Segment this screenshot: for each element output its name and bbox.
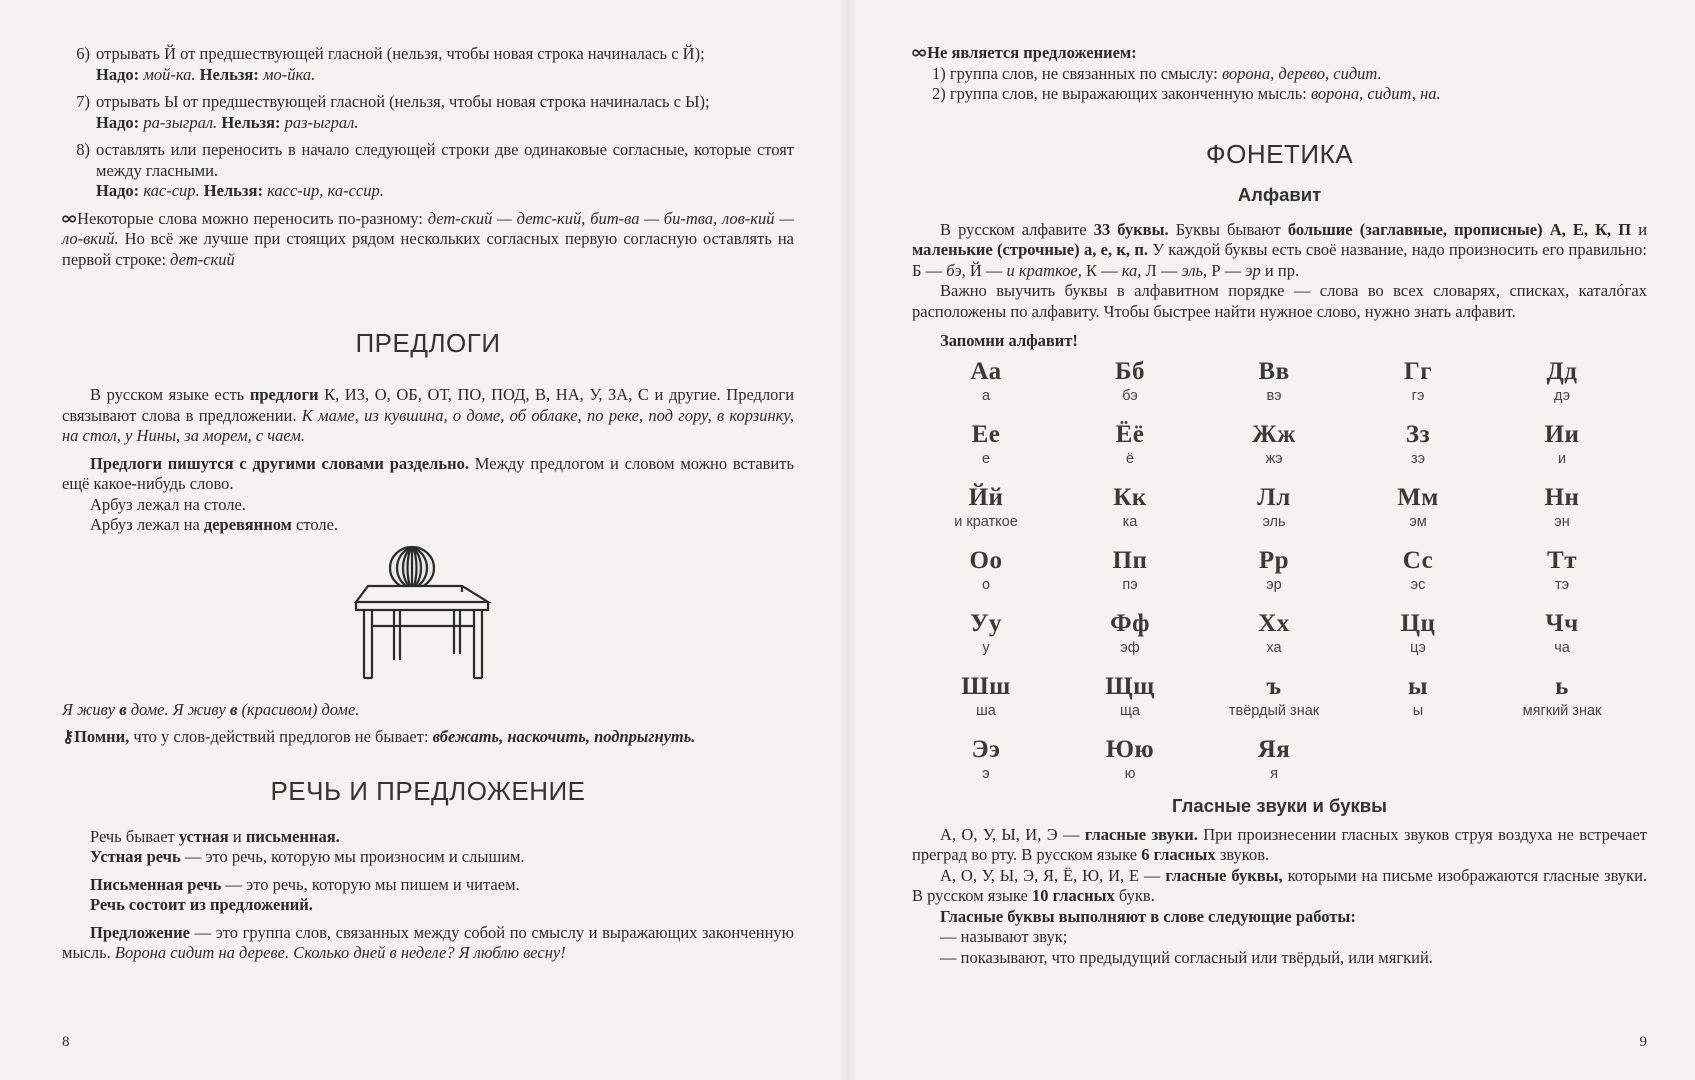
letter-name: ы [1412,702,1424,719]
rule-bad: раз-ыграл. [284,112,359,132]
alphabet-order-note: Важно выучить буквы в алфавитном порядке — слова во всех словарях, списках, каталóгах расположены по алфавиту. Чтобы быстрее найти нужное слово, нужно знать алфавит. [912,281,1647,321]
rule-examples [96,181,794,202]
prepositions-heading: ПРЕДЛОГИ [355,328,501,358]
alphabet-letter [1346,547,1490,610]
remember-alphabet: Запомни алфавит! [940,331,1078,350]
alphabet-letter [1490,547,1634,610]
letter-glyph: Уу [970,609,1002,637]
not-sentence-item-1: 1) группа слов, не связанных по смыслу: ворона, дерево, сидит. [932,63,1382,83]
rule-bad-label: Нельзя: [203,181,263,200]
letter-name: мягкий знак [1522,702,1602,719]
alphabet-letter [1490,484,1634,547]
letter-glyph: ы [1407,672,1429,700]
alphabet-letter [1490,421,1634,484]
letter-glyph: Щщ [1105,672,1155,700]
alphabet-subheading: Алфавит [1237,183,1322,205]
alphabet-letter [1058,673,1202,736]
letter-glyph: Аа [970,357,1002,385]
letter-glyph: Ее [971,420,1001,448]
speech-line-2: Устная речь — это речь, которую мы произносим и слышим. [90,847,525,866]
letter-name: пэ [1122,576,1138,593]
letter-name: эн [1554,513,1570,530]
rule-text: отрывать Й от предшествующей гласной (нельзя, чтобы новая строка начиналась с Й); [96,44,705,63]
hyphen-note: ∞Некоторые слова можно переносить по-разному: дет-ский — детс-кий, бит-ва — би-тва, лов-кий — ло-вкий. Но всё же лучше при стоящих рядом нескольких согласных первую согласную оставлять на первой строке: дет-ский [60,208,795,269]
alphabet-letter [914,421,1058,484]
rule-text: отрывать Ы от предшествующей гласной (нельзя, чтобы новая строка начиналась с Ы); [96,92,710,111]
rule-ok-label: Надо: [96,112,140,132]
alphabet-letter [1058,421,1202,484]
key-icon: ⚷ [62,727,75,746]
alphabet-letter [1058,484,1202,547]
rule-ok-label: Надо: [96,181,140,200]
speech-heading: РЕЧЬ И ПРЕДЛОЖЕНИЕ [270,775,586,806]
rule-ok: кас-сир. [143,181,200,200]
right-page [848,0,1695,1080]
letter-name: эс [1410,576,1426,593]
letter-name: эф [1120,639,1140,656]
rule-body [96,140,794,202]
alphabet-grid [914,358,1634,799]
letter-name: тэ [1554,576,1570,593]
rule-number: 7) [76,92,90,111]
letter-name: э [982,765,990,782]
alphabet-letter [1058,610,1202,673]
letter-glyph: Ёё [1115,420,1145,448]
alphabet-letter [1490,358,1634,421]
letter-name: и [1557,450,1567,467]
not-sentence-item-2: 2) группа слов, не выражающих законченную мысль: ворона, сидит, на. [932,84,1441,103]
letter-glyph: Сс [1402,546,1434,574]
vowels-para-2: А, О, У, Ы, Э, Я, Ё, Ю, И, Е — гласные буквы, которыми на письме изображаются гласные звуки. В русском языке 10 гласных букв. [912,865,1648,905]
rule-number: 8) [76,140,90,159]
alphabet-letter [1202,673,1346,736]
letter-name: ю [1124,765,1136,782]
alphabet-letter [914,673,1058,736]
rule-ok-label: Надо: [96,64,140,84]
not-sentence-title: ∞Не является предложением: [910,43,1137,63]
rule-examples [96,65,794,86]
letter-glyph: ь [1555,672,1569,700]
letter-name: эр [1266,576,1282,593]
letter-name: твёрдый знак [1228,702,1320,719]
letter-glyph: Ээ [971,735,1001,763]
letter-glyph: Оо [969,546,1003,574]
letter-glyph: Бб [1114,357,1146,385]
letter-glyph: ъ [1266,672,1282,700]
vowels-para-3: Гласные буквы выполняют в слове следующие работы: [940,906,1356,926]
letter-name: дэ [1553,387,1571,404]
rule-text: оставлять или переносить в начало следующей строки две одинаковые согласные, которые стоят между гласными. [96,140,794,180]
alphabet-letter [1202,421,1346,484]
rule-item [62,92,794,133]
house-example: Я живу в доме. Я живу в (красивом) доме. [62,699,360,719]
letter-glyph: Жж [1252,420,1296,448]
letter-name: у [982,639,990,656]
letter-name: я [1270,765,1278,782]
letter-name: гэ [1411,387,1425,404]
letter-glyph: Яя [1257,735,1291,763]
alphabet-letter [1058,736,1202,799]
infinity-icon: ∞ [60,208,78,229]
table-illustration [350,544,510,684]
letter-name: а [981,387,991,404]
alphabet-letter [914,547,1058,610]
rule-ok: ра-зыграл. [143,112,218,132]
letter-glyph: Гг [1403,357,1433,385]
rule-ok: мой-ка. [143,64,196,84]
alphabet-letter [1346,673,1490,736]
vowels-para-1: А, О, У, Ы, И, Э — гласные звуки. При произнесении гласных звуков струя воздуха не встречает преград во рту. В русском языке 6 гласных звуков. [912,824,1647,864]
remember-note: ⚷Помни, что у слов-действий предлогов не бывает: вбежать, наскочить, подпрыгнуть. [62,727,696,746]
alphabet-letter [1058,358,1202,421]
letter-glyph: Вв [1258,357,1290,385]
alphabet-intro: В русском алфавите 33 буквы. Буквы бывают большие (заглавные, прописные) А, Е, К, П и маленькие (строчные) а, е, к, п. У каждой буквы есть своё название, надо произносить его правильно: Б — бэ, Й — и краткое, К — ка, Л — эль, Р — эр и пр. [912,219,1648,280]
rule-bad-label: Нельзя: [221,112,281,132]
vowels-dash-2: — показывают, что предыдущий согласный или твёрдый, или мягкий. [940,947,1433,967]
rule-body [96,92,794,133]
rule-number: 6) [76,44,90,63]
page-number-right: 9 [1639,1034,1647,1050]
prepositions-intro: В русском языке есть предлоги К, ИЗ, О, ОБ, ОТ, ПО, ПОД, В, НА, У, ЗА, С и другие. Предлоги связывают слова в предложении. К маме, из кувшина, о доме, об облаке, по реке, под гору, в корзинку, на стол, у Нины, за морем, с чаем. [62,385,795,445]
letter-glyph: Йй [968,483,1004,511]
letter-name: ха [1266,639,1282,656]
speech-line-4: Речь состоит из предложений. [90,895,313,914]
alphabet-letter [1202,547,1346,610]
letter-glyph: Хх [1258,609,1290,637]
letter-glyph: Ии [1544,420,1580,448]
speech-line-3: Письменная речь — это речь, которую мы пишем и читаем. [90,874,520,894]
alphabet-letter [1346,484,1490,547]
letter-name: е [981,450,991,467]
letter-glyph: Кк [1113,483,1147,511]
letter-name: о [981,576,991,593]
watermelon-on-table-illustration [62,544,794,692]
letter-glyph: Лл [1257,483,1291,511]
letter-name: цэ [1410,639,1426,656]
alphabet-letter [914,484,1058,547]
letter-glyph: Рр [1258,546,1290,574]
infinity-icon: ∞ [910,43,928,63]
prepositions-rule: Предлоги пишутся с другими словами раздельно. Между предлогом и словом можно вставить ещё какое-нибудь слово. [62,453,795,493]
letter-glyph: Нн [1544,483,1580,511]
alphabet-letter [1202,484,1346,547]
rule-bad-label: Нельзя: [199,64,259,84]
letter-glyph: Зз [1405,420,1431,448]
example-line-1: Арбуз лежал на столе. [90,494,246,514]
alphabet-letter [1490,673,1634,736]
letter-name: эм [1409,513,1427,530]
alphabet-letter [1058,547,1202,610]
speech-line-5: Предложение — это группа слов, связанных между собой по смыслу и выражающих законченную мысль. Ворона сидит на дереве. Сколько дней в неделе? Я люблю весну! [62,922,795,962]
letter-name: бэ [1122,387,1138,404]
rule-bad: касс-ир, ка-ссир. [267,181,384,200]
letter-glyph: Юю [1105,735,1155,763]
alphabet-letter [914,736,1058,799]
speech-line-1: Речь бывает устная и письменная. [90,826,340,846]
phonetics-heading: ФОНЕТИКА [1205,138,1354,169]
rule-bad: мо-йка. [262,64,316,84]
letter-glyph: Шш [961,672,1011,700]
alphabet-letter [1346,610,1490,673]
alphabet-letter [1202,610,1346,673]
alphabet-letter [914,358,1058,421]
page-number-left: 8 [62,1034,70,1050]
vowels-heading: Гласные звуки и буквы [1172,794,1387,816]
letter-glyph: Пп [1112,546,1148,574]
example-line-2: Арбуз лежал на деревянном столе. [90,515,339,534]
letter-name: эль [1262,513,1286,530]
letter-glyph: Фф [1110,609,1150,637]
letter-name: ча [1554,639,1570,656]
alphabet-letter [1346,421,1490,484]
hyphenation-rules [62,44,794,202]
letter-glyph: Тт [1547,546,1577,574]
letter-name: зэ [1410,450,1426,467]
letter-name: вэ [1266,387,1282,404]
letter-name: ка [1122,513,1138,530]
rule-body [96,44,794,85]
vowels-dash-1: — называют звук; [940,927,1068,946]
letter-glyph: Дд [1546,357,1578,385]
alphabet-letter [914,610,1058,673]
rule-examples [96,113,794,134]
alphabet-letter [1202,736,1346,799]
letter-name: ща [1120,702,1140,719]
letter-glyph: Мм [1397,483,1439,511]
alphabet-letter [1346,358,1490,421]
rule-item [62,140,794,202]
letter-name: жэ [1265,450,1283,467]
alphabet-letter [1490,610,1634,673]
letter-name: ша [976,702,996,719]
rule-item [62,44,794,85]
letter-name: ё [1125,450,1135,467]
letter-glyph: Цц [1400,609,1436,637]
letter-name: и краткое [954,513,1018,530]
alphabet-letter [1202,358,1346,421]
letter-glyph: Чч [1545,609,1579,637]
